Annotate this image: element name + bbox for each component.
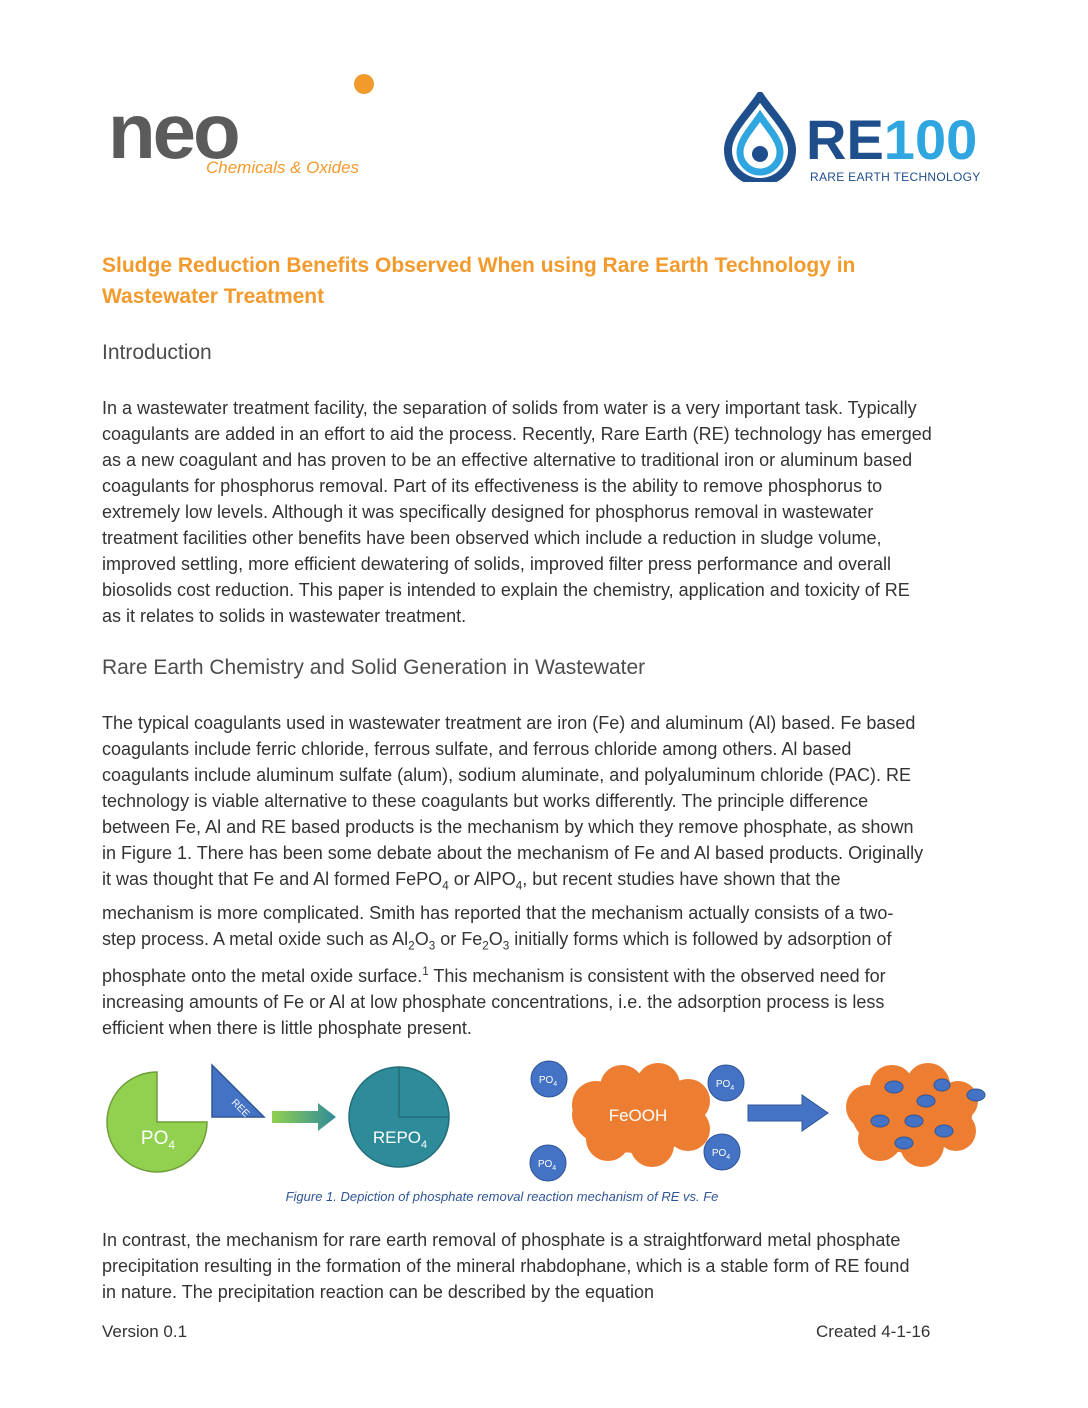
contrast-paragraph: In contrast, the mechanism for rare earth removal of phosphate is a straightforward metal phosphate precipitation resulting in the formation of the mineral rhabdophane, which is a stable form of RE found in nature. The precipitation reaction can be described by the equation — [102, 1230, 910, 1302]
intro-heading: Introduction — [102, 341, 212, 364]
re100-logo-tagline: RARE EARTH TECHNOLOGY — [810, 170, 981, 184]
svg-text:PO4: $PO_4$ — [537, 1159, 557, 1172]
re100-logo-word: RE100 — [806, 108, 978, 171]
neo-logo-tagline: Chemicals & Oxides — [206, 158, 360, 177]
intro-paragraph: In a wastewater treatment facility, the separation of solids from water is a very important task. Typically coagulants are added in an effort to aid the process. Recently, Rare Earth (RE) technology has emerged as a new coagulant and has proven to be an effective alternative to traditional iron or aluminum based coagulants for phosphorus removal. Part of its effectiveness is the ability to remove phosphorus to extremely low levels. Although it was specifically designed for phosphorus removal in wastewater treatment facilities other benefits have been observed which include a reduction in sludge volume, improved settling, more efficient dewatering of solids, improved filter press performance and overall biosolids cost reduction. This paper is intended to explain the chemistry, application and toxicity of RE as it relates to solids in wastewater treatment. — [102, 398, 932, 626]
reaction-arrow-1 — [272, 1103, 336, 1131]
repo4-label: $REPO_4$ — [372, 1128, 428, 1151]
document-title: Sludge Reduction Benefits Observed When using Rare Earth Technology in Wastewater Treatment — [102, 254, 856, 308]
re100-logo — [720, 92, 1010, 192]
reaction-arrow-2 — [748, 1095, 828, 1131]
chemistry-paragraph: The typical coagulants used in wastewater treatment are iron (Fe) and aluminum (Al) based. Fe based coagulants include ferric chloride, ferrous sulfate, and ferrous chloride among others. Al based coagulants include aluminum sulfate (alum), sodium aluminate, and polyaluminum chloride (PAC). RE technology is viable alternative to these coagulants but works differently. The principle difference between Fe, Al and RE based products is the mechanism by which they remove phosphate, as shown in Figure 1. There has been some debate about the mechanism of Fe and Al based products. Originally it was thought that Fe and Al formed FePO$_4$ or AlPO$_4$, but recent studies have shown that the mechanism is more complicated. Smith has reported that the mechanism actually consists of a two- step process. A metal oxide such as $Al_2O_3$ or $Fe_2O_3$ initially forms which is followed by adsorption of phosphate onto the metal oxide surface.$^1$ This mechanism is consistent with the observed need for increasing amounts of Fe or Al at low phosphate concentrations, i.e. the adsorption process is less efficient when there is little phosphate present. — [102, 713, 924, 1039]
po4-bubble-1 — [531, 1061, 567, 1097]
feooh-label: FeOOH — [608, 1106, 668, 1125]
chemistry-heading: Rare Earth Chemistry and Solid Generation in Wastewater — [102, 656, 646, 679]
po4-bubble-3 — [704, 1134, 740, 1170]
figure-caption: Figure 1. Depiction of phosphate removal reaction mechanism of RE vs. Fe — [285, 1189, 719, 1204]
svg-text:PO4: $PO_4$ — [538, 1075, 558, 1088]
neo-logo-word: neo — [108, 87, 238, 175]
figure-1-diagram — [102, 1055, 992, 1185]
footer-version: Version 0.1 — [102, 1322, 188, 1341]
neo-logo — [108, 70, 388, 180]
po4-pie-label: $PO_4$ — [140, 1128, 176, 1152]
water-drop-icon — [720, 92, 800, 182]
po4-bubble-2 — [708, 1065, 744, 1101]
neo-logo-dot — [354, 74, 374, 94]
svg-text:PO4: $PO_4$ — [711, 1148, 731, 1161]
po4-bubble-4 — [530, 1145, 566, 1181]
footer-created-date: Created 4-1-16 — [816, 1322, 931, 1341]
po4-pie-shape — [107, 1072, 207, 1172]
ree-label: REE — [228, 1097, 252, 1120]
svg-text:PO4: $PO_4$ — [715, 1079, 735, 1092]
